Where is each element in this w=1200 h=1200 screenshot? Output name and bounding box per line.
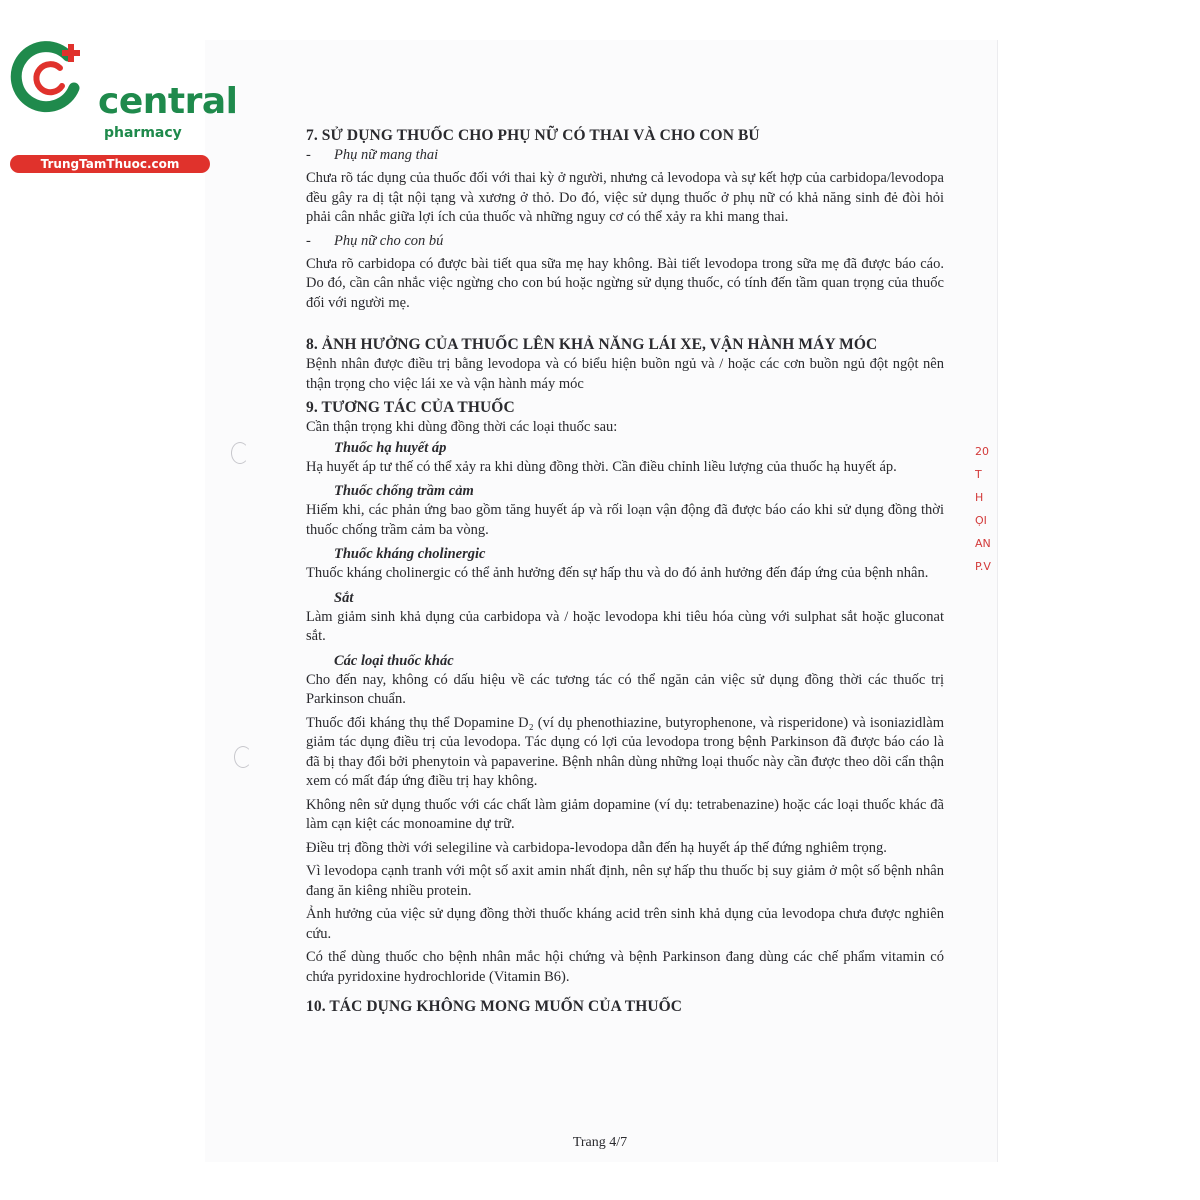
stamp-line: AN	[975, 537, 991, 550]
paragraph: Ảnh hưởng của việc sử dụng đồng thời thuốc kháng acid trên sinh khả dụng của levodopa chưa được nghiên cứu.	[306, 906, 944, 942]
subheading-iron: Sắt	[334, 589, 354, 606]
logo-url-badge[interactable]: TrungTamThuoc.com	[10, 155, 210, 173]
paragraph: Cần thận trọng khi dùng đồng thời các loại thuốc sau:	[306, 419, 618, 435]
red-stamp-edge	[975, 440, 1005, 590]
paragraph: Điều trị đồng thời với selegiline và carbidopa-levodopa dẫn đến hạ huyết áp thế đứng nghiêm trọng.	[306, 839, 887, 856]
section-9-heading: 9. TƯƠNG TÁC CỦA THUỐC	[306, 399, 515, 416]
paragraph: Làm giảm sinh khả dụng của carbidopa và / hoặc levodopa khi tiêu hóa cùng với sulphat sắt hoặc gluconat sắt.	[306, 608, 944, 644]
logo-sub-text: pharmacy	[104, 125, 182, 141]
pharmacy-cross-logo-icon	[10, 38, 90, 118]
stamp-line: P.V	[975, 560, 991, 573]
subheading-other-drugs: Các loại thuốc khác	[334, 652, 454, 669]
paragraph: Chưa rõ carbidopa có được bài tiết qua sữa mẹ hay không. Bài tiết levodopa trong sữa mẹ đã được báo cáo. Do đó, cần cân nhắc việc ngừng cho con bú hoặc ngừng sử dụng thuốc, có tính đến tầm quan trọng của thuốc đối với người mẹ.	[306, 255, 944, 311]
paragraph: Vì levodopa cạnh tranh với một số axit amin nhất định, nên sự hấp thu thuốc bị suy giảm ở một số bệnh nhân đang ăn kiêng nhiều protein.	[306, 863, 944, 899]
paragraph: Cho đến nay, không có dấu hiệu về các tương tác có thể ngăn cản việc sử dụng đồng thời các thuốc trị Parkinson chuẩn.	[306, 671, 944, 707]
binder-hole-top	[231, 442, 249, 464]
subheading-text: Phụ nữ mang thai	[334, 147, 439, 163]
stamp-line: 20	[975, 445, 989, 458]
stamp-line: T	[975, 468, 982, 481]
document-body	[306, 126, 944, 1017]
subheading-breastfeeding: - Phụ nữ cho con bú	[306, 232, 444, 249]
section-10-heading: 10. TÁC DỤNG KHÔNG MONG MUỐN CỦA THUỐC	[306, 998, 683, 1015]
subheading-pregnant: - Phụ nữ mang thai	[306, 147, 439, 163]
subheading-text: Phụ nữ cho con bú	[334, 232, 444, 249]
page-number: Trang 4/7	[572, 1135, 628, 1150]
paragraph: Có thể dùng thuốc cho bệnh nhân mắc hội chứng và bệnh Parkinson đang dùng các chế phẩm vitamin có chứa pyridoxine hydrochloride (Vitamin B6).	[306, 949, 944, 985]
central-pharmacy-logo[interactable]	[10, 38, 238, 171]
logo-brand-text: central	[98, 81, 238, 122]
binder-hole-bottom	[234, 746, 252, 768]
paragraph: Thuốc đối kháng thụ thể Dopamine D₂ (ví dụ phenothiazine, butyrophenone, và risperidone) và isoniazidlàm giảm tác dụng điều trị của levodopa. Tác dụng có lợi của levodopa trong bệnh Parkinson đã được báo cáo là đã bị thay đổi bởi phenytoin và papaverine. Bệnh nhân dùng những loại thuốc này cần được theo dõi cẩn thận xem có mất đáp ứng điều trị hay không.	[306, 714, 944, 789]
section-7-heading: 7. SỬ DỤNG THUỐC CHO PHỤ NỮ CÓ THAI VÀ CHO CON BÚ	[306, 127, 760, 144]
paragraph: Không nên sử dụng thuốc với các chất làm giảm dopamine (ví dụ: tetrabenazine) hoặc các loại thuốc khác đã làm cạn kiệt các monoamine dự trữ.	[306, 796, 944, 832]
section-8-heading: 8. ẢNH HƯỞNG CỦA THUỐC LÊN KHẢ NĂNG LÁI XE, VẬN HÀNH MÁY MÓC	[306, 336, 878, 353]
paragraph: Hiếm khi, các phản ứng bao gồm tăng huyết áp và rối loạn vận động đã được báo cáo khi sử dụng đồng thời thuốc chống trầm cảm ba vòng.	[306, 502, 944, 538]
paragraph: Thuốc kháng cholinergic có thể ảnh hưởng đến sự hấp thu và do đó ảnh hưởng đến đáp ứng của bệnh nhân.	[306, 565, 929, 581]
subheading-antidepressant: Thuốc chống trầm cảm	[334, 483, 474, 499]
subheading-anticholinergic: Thuốc kháng cholinergic	[334, 546, 486, 562]
stamp-line: ỌI	[975, 514, 987, 527]
subheading-antihypertensive: Thuốc hạ huyết áp	[334, 439, 447, 456]
stamp-line: H	[975, 491, 984, 504]
paragraph: Hạ huyết áp tư thế có thể xảy ra khi dùng đồng thời. Cần điều chỉnh liều lượng của thuốc hạ huyết áp.	[306, 458, 897, 475]
paragraph: Bệnh nhân được điều trị bằng levodopa và có biểu hiện buồn ngủ và / hoặc các cơn buồn ngủ đột ngột nên thận trọng cho việc lái xe và vận hành máy móc	[306, 356, 944, 392]
paragraph: Chưa rõ tác dụng của thuốc đối với thai kỳ ở người, nhưng cả levodopa và sự kết hợp của carbidopa/levodopa đều gây ra dị tật nội tạng và xương ở thỏ. Do đó, việc sử dụng thuốc ở phụ nữ có khả năng sinh đẻ đòi hỏi phải cân nhắc giữa lợi ích của thuốc và những nguy cơ có thể xảy ra khi mang thai.	[306, 170, 944, 225]
